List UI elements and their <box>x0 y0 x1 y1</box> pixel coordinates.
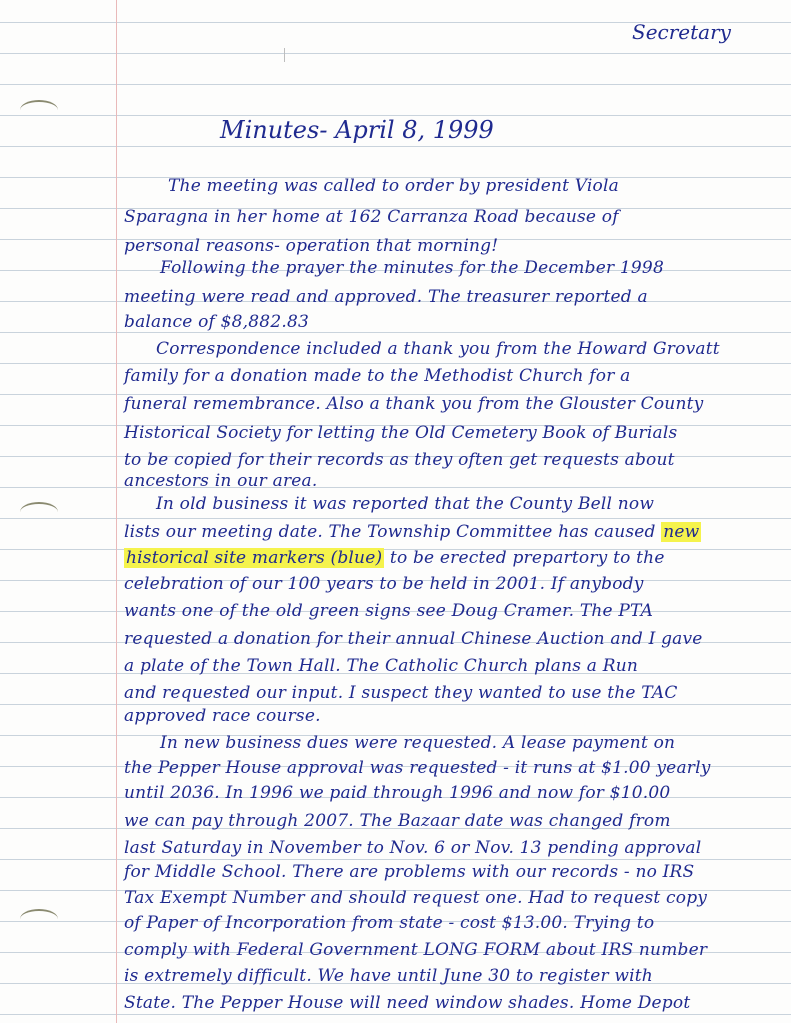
minutes-line: meeting were read and approved. The treasurer reported a <box>124 287 648 307</box>
minutes-line-text: to be erected prepartory to the <box>389 548 665 568</box>
pencil-tick-mark <box>284 48 285 62</box>
minutes-line: State. The Pepper House will need window shades. Home Depot <box>124 993 691 1013</box>
minutes-line: and requested our input. I suspect they wanted to use the TAC <box>124 683 678 703</box>
margin-line <box>116 0 117 1023</box>
minutes-line: Correspondence included a thank you from the Howard Grovatt <box>156 339 720 359</box>
minutes-line: approved race course. <box>124 706 321 726</box>
minutes-line: Following the prayer the minutes for the December 1998 <box>160 258 664 278</box>
minutes-line: to be copied for their records as they often get requests about <box>124 450 675 470</box>
minutes-title: Minutes- April 8, 1999 <box>220 116 494 144</box>
highlighted-text: historical site markers (blue) <box>126 548 383 568</box>
minutes-line: the Pepper House approval was requested - it runs at $1.00 yearly <box>124 758 711 778</box>
minutes-line: comply with Federal Government LONG FORM about IRS number <box>124 940 708 960</box>
minutes-line: In old business it was reported that the County Bell now <box>156 494 655 514</box>
minutes-line: celebration of our 100 years to be held in 2001. If anybody <box>124 574 644 594</box>
minutes-line: Tax Exempt Number and should request one. Had to request copy <box>124 888 708 908</box>
minutes-line: family for a donation made to the Methodist Church for a <box>124 366 631 386</box>
binder-hole-mark <box>20 909 58 929</box>
minutes-line: wants one of the old green signs see Doug Cramer. The PTA <box>124 601 654 621</box>
minutes-line <box>124 522 701 542</box>
highlighted-text: new <box>663 522 700 542</box>
secretary-label: Secretary <box>632 20 731 44</box>
minutes-line-text: lists our meeting date. The Township Committee has caused <box>124 522 656 542</box>
minutes-line: funeral remembrance. Also a thank you from the Glouster County <box>124 394 704 414</box>
binder-hole-mark <box>20 502 58 522</box>
minutes-line: we can pay through 2007. The Bazaar date was changed from <box>124 811 671 831</box>
minutes-line: last Saturday in November to Nov. 6 or Nov. 13 pending approval <box>124 838 702 858</box>
minutes-line: is extremely difficult. We have until June 30 to register with <box>124 966 653 986</box>
binder-hole-mark <box>20 100 58 120</box>
minutes-line: a plate of the Town Hall. The Catholic Church plans a Run <box>124 656 639 676</box>
minutes-line: ancestors in our area. <box>124 471 318 491</box>
minutes-line: balance of $8,882.83 <box>124 312 309 332</box>
minutes-line: The meeting was called to order by president Viola <box>168 176 619 196</box>
minutes-line: of Paper of Incorporation from state - cost $13.00. Trying to <box>124 913 655 933</box>
minutes-line: In new business dues were requested. A lease payment on <box>160 733 676 753</box>
minutes-line: Sparagna in her home at 162 Carranza Road because of <box>124 207 619 227</box>
minutes-line: requested a donation for their annual Chinese Auction and I gave <box>124 629 703 649</box>
minutes-line <box>124 548 665 568</box>
minutes-line: until 2036. In 1996 we paid through 1996 and now for $10.00 <box>124 783 671 803</box>
minutes-line: for Middle School. There are problems with our records - no IRS <box>124 862 695 882</box>
minutes-line: personal reasons- operation that morning! <box>124 236 499 256</box>
minutes-line: Historical Society for letting the Old Cemetery Book of Burials <box>124 423 678 443</box>
